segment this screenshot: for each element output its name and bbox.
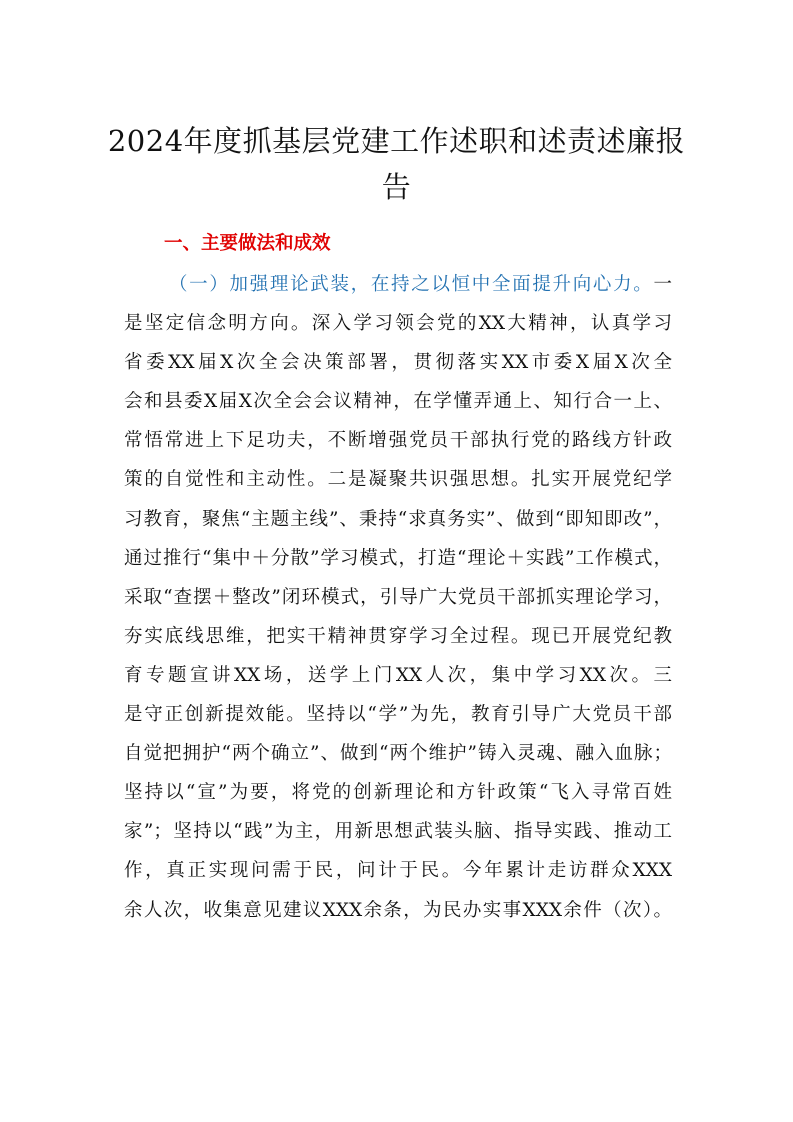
- title-line-2: 告: [381, 170, 412, 204]
- paragraph-line-1-text: 一: [653, 274, 672, 295]
- paragraph-line: 育专题宣讲XX场，送学上门XX人次，集中学习XX次。三: [124, 664, 672, 686]
- paragraph-line: 采取“查摆＋整改”闭环模式，引导广大党员干部抓实理论学习，: [124, 586, 672, 608]
- paragraph-line: 常悟常进上下足功夫，不断增强党员干部执行党的路线方针政: [124, 430, 672, 452]
- paragraph-line: 习教育，聚焦“主题主线”、秉持“求真务实”、做到“即知即改”，: [124, 508, 672, 530]
- paragraph-line: 通过推行“集中＋分散”学习模式，打造“理论＋实践”工作模式，: [124, 547, 672, 569]
- section-heading: 一、主要做法和成效: [164, 233, 331, 254]
- paragraph-line-1: [124, 265, 672, 304]
- paragraph-line: 余人次，收集意见建议XXX余条，为民办实事XXX余件（次）。: [124, 899, 672, 921]
- paragraph-line: 自觉把拥护“两个确立”、做到“两个维护”铸入灵魂、融入血脉；: [124, 743, 672, 765]
- paragraph-line: 策的自觉性和主动性。二是凝聚共识强思想。扎实开展党纪学: [124, 469, 672, 491]
- title-line-1: 2024年度抓基层党建工作述职和述责述廉报: [107, 124, 686, 158]
- document-title: [100, 118, 693, 210]
- paragraph-line: 省委XX届X次全会决策部署，贯彻落实XX市委X届X次全: [124, 352, 672, 374]
- paragraph-line: 作，真正实现问需于民，问计于民。今年累计走访群众XXX: [124, 860, 672, 882]
- subsection-heading: （一）加强理论武装，在持之以恒中全面提升向心力。: [169, 274, 654, 295]
- paragraph-line: 会和县委X届X次全会会议精神，在学懂弄通上、知行合一上、: [124, 391, 672, 413]
- paragraph-line: 是守正创新提效能。坚持以“学”为先，教育引导广大党员干部: [124, 704, 672, 726]
- paragraph-line: 家”；坚持以“践”为主，用新思想武装头脑、指导实践、推动工: [124, 821, 672, 843]
- paragraph-line: 是坚定信念明方向。深入学习领会党的XX大精神，认真学习: [124, 313, 672, 335]
- paragraph-line: 夯实底线思维，把实干精神贯穿学习全过程。现已开展党纪教: [124, 625, 672, 647]
- paragraph-line: 坚持以“宣”为要，将党的创新理论和方针政策“飞入寻常百姓: [124, 782, 672, 804]
- body-paragraph: [124, 265, 672, 930]
